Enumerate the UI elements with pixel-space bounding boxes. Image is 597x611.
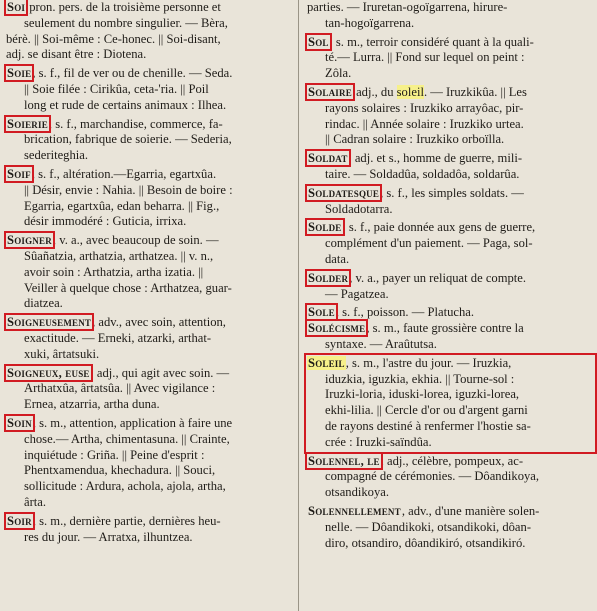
entry-soigneusement: Soigneusement, adv., avec soin, attention, exactitude. — Erneki, atzarki, arthat- xuki, ârtatsuki. xyxy=(7,315,226,361)
headword-sol: Sol xyxy=(308,34,329,49)
entry-soif: Soif, s. f., altération.—Egarria, egartxûa. || Désir, envie : Nahia. || Besoin de boire : Egarria, egartxûa, edan beharra. || Fig., désir immodéré : Guticia, irrixa. xyxy=(7,166,233,229)
headword-solennel: Solennel, le xyxy=(308,453,380,468)
headword-solaire: Solaire xyxy=(308,84,352,99)
headword-soldat: Soldat xyxy=(308,151,348,166)
entry-soin: Soin, s. m., attention, application à faire une chose.— Artha, chimentasuna. || Crainte, inquiétude : Griña. || Peine d'esprit : Phentxamendua, khechadura. || Souci, sollicitude : Ardura, achola, ajola, artha, ârta. xyxy=(7,415,233,509)
entry-soldat: Soldat, adj. et s., homme de guerre, mili- taire. — Soldadûa, soldadôa, soldarûa. xyxy=(308,151,523,181)
continuation-text: parties. — Iruretan-ogoïgarrena, hirure- tan-hogoïgarrena. xyxy=(307,0,508,30)
headword-soif: Soif xyxy=(7,166,31,181)
entry-soi: Soi pron. pers. de la troisième personne et seulement du nombre singulier. — Bèra, bérè. || Soi-même : Ce-honec. || Soi-disant, adj. se disant être : Diotena. xyxy=(6,0,228,62)
headword-solecisme: Solécisme xyxy=(308,321,366,336)
entry-soie: Soie, s. f., fil de ver ou de chenille. — Seda. || Soie filée : Cirikûa, ceta-'ria. || Poil long et rude de certains animaux : Ilhea. xyxy=(7,66,233,112)
right-column xyxy=(307,0,594,611)
entry-solennel: Solennel, le, adj., célèbre, pompeux, ac- compagné de cérémonies. — Dôandikoya, otsandikoya. xyxy=(308,453,540,500)
entry-solecisme: Solécisme, s. m., faute grossière contre la syntaxe. — Araûtutsa. xyxy=(308,321,524,351)
headword-soldatesque: Soldatesque xyxy=(308,185,380,200)
entry-soierie: Soierie, s. f., marchandise, commerce, fa- brication, fabrique de soierie. — Sederia, sederiteghia. xyxy=(7,116,232,163)
headword-soierie: Soierie xyxy=(7,116,48,131)
entry-soleil: Soleil, s. m., l'astre du jour. — Iruzkia, iduzkia, iguzkia, ekhia. || Tourne-sol : Iruzki-loria, iduski-lorea, iguzki-lorea, ekhi-lilia. || Cercle d'or ou d'argent garni de rayons destiné à renfermer l'hostie sa- crée : Iruzki-saïndûa. xyxy=(307,356,594,451)
entry-soir: Soir, s. m., dernière partie, dernières heu- res du jour. — Arratxa, ilhuntzea. xyxy=(7,513,221,544)
entry-solde: Solde, s. f., paie donnée aux gens de guerre, complément d'un paiement. — Paga, sol- data. xyxy=(308,220,536,266)
headword-soi: Soi xyxy=(7,0,26,14)
column-divider xyxy=(298,0,299,611)
entry-solaire: Solaire adj., du soleil. — Iruzkikûa. || Les rayons solaires : Iruzkiko arrayôac, pir- rindac. || Année solaire : Iruzkiko urtea. || Cadran solaire : Iruzkiko orboïlla. xyxy=(308,84,527,147)
headword-soie: Soie xyxy=(7,66,32,81)
headword-soin: Soin xyxy=(7,415,32,430)
headword-soigner: Soigner xyxy=(7,233,52,248)
headword-solder: Solder xyxy=(308,270,349,285)
headword-solde: Solde xyxy=(308,220,342,235)
entry-sole: Sole, s. f., poisson. — Platucha. xyxy=(308,305,474,320)
highlighted-word: soleil xyxy=(396,84,424,99)
entry-soldatesque: Soldatesque, s. f., les simples soldats. — Soldadotarra. xyxy=(308,185,524,216)
headword-sole: Sole xyxy=(308,305,335,320)
headword-soleil: Soleil xyxy=(308,355,345,370)
headword-soigneux: Soigneux, euse xyxy=(7,365,90,380)
entry-solennellement: Solennellement, adv., d'une manière solen- nelle. — Dôandikoki, otsandikoki, dôan- diro, otsandiro, dôandikiró, otsandikiró. xyxy=(308,503,540,550)
entry-solder: Solder, v. a., payer un reliquat de compte. — Pagatzea. xyxy=(308,270,527,301)
entry-soigner: Soigner, v. a., avec beaucoup de soin. — Sûañatzia, arthatzia, arthatzea. || v. n., avoir soin : Arthatzia, artha izatia. || Veiller à quelque chose : Arthatzea, guar- diatzea. xyxy=(7,233,232,311)
entry-sol: Sol, s. m., terroir considéré quant à la quali- té.— Lurra. || Fond sur lequel on peint : Zôla. xyxy=(308,34,534,81)
headword-soir: Soir xyxy=(7,513,32,528)
headword-solennellement: Solennellement xyxy=(308,503,401,518)
headword-soigneusement: Soigneusement xyxy=(7,315,92,330)
left-column xyxy=(6,0,290,611)
entry-soigneux: Soigneux, euse, adj., qui agit avec soin. — Arthatxûa, ârtatsûa. || Avec vigilance : Ernea, atzarria, artha duna. xyxy=(7,365,230,412)
